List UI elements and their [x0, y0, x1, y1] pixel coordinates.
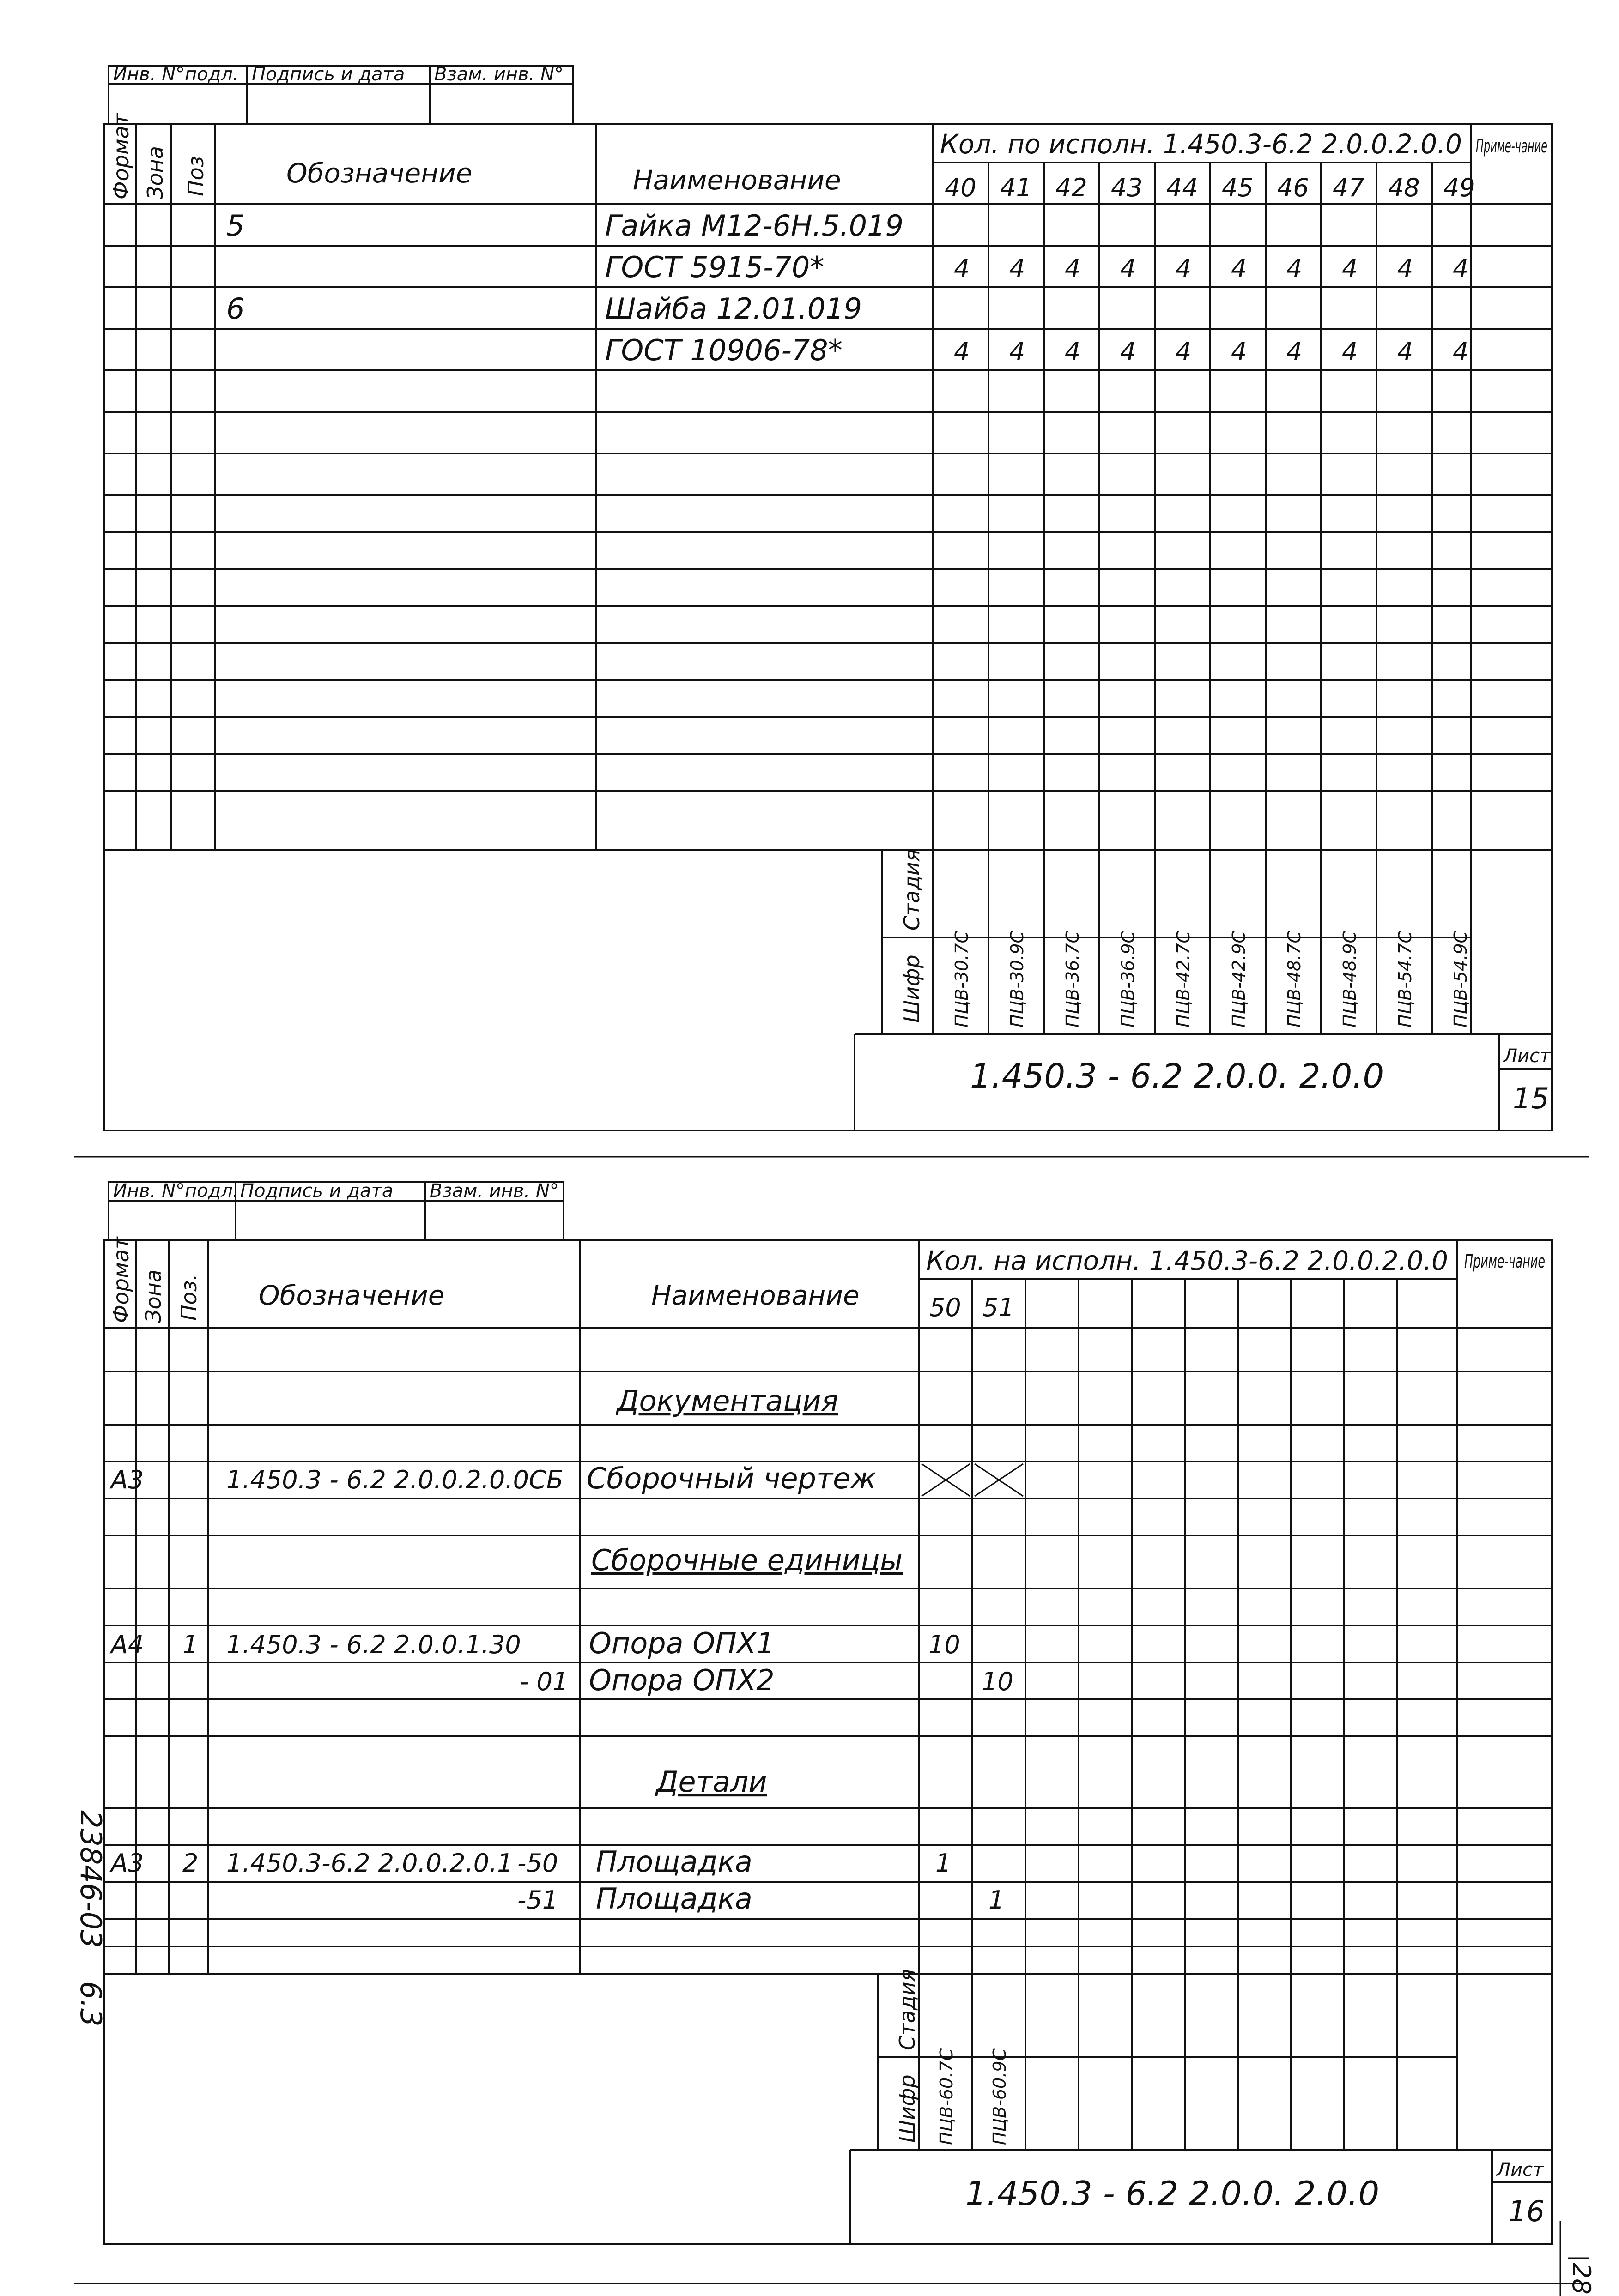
exec-col-header: 44	[1166, 173, 1198, 202]
row-designation: 1.450.3 - 6.2 2.0.0.2.0.0СБ	[226, 1465, 564, 1494]
cipher-code: ПЦВ-60.9С	[989, 2048, 1010, 2145]
row-name: Опора ОПХ1	[589, 1626, 775, 1660]
stamp-podpis: Подпись и дата	[252, 64, 405, 85]
list-number: 16	[1508, 2194, 1545, 2228]
hdr-format: Формат	[109, 1237, 133, 1323]
sheet2-grid	[104, 1182, 1552, 2244]
row-suffix: -51	[517, 1885, 558, 1915]
cipher-code: ПЦВ-36.7С	[1062, 931, 1083, 1027]
qty-cell: 4	[1342, 337, 1358, 366]
cipher-code: ПЦВ-42.9С	[1229, 931, 1249, 1027]
list-number: 15	[1513, 1082, 1549, 1115]
exec-col-header: 43	[1111, 173, 1143, 202]
qty-cell: 4	[1120, 337, 1136, 366]
hdr-prim: Приме-чание	[1464, 1251, 1545, 1272]
qty-cell: 4	[1176, 254, 1192, 283]
qty-cell: 4	[1065, 337, 1081, 366]
row-poz: 5	[226, 209, 245, 242]
qty-cell: 4	[1397, 337, 1413, 366]
section-det: Детали	[656, 1765, 767, 1799]
exec-col-header: 40	[945, 173, 976, 202]
section-doc: Документация	[617, 1384, 838, 1418]
margin-inventory: 23846-03	[74, 1810, 108, 1948]
cipher-code: ПЦВ-36.9С	[1118, 931, 1138, 1027]
qty-cell: 4	[1286, 254, 1303, 283]
cipher-code: ПЦВ-30.7С	[952, 931, 972, 1027]
section-asm: Сборочные единицы	[591, 1543, 903, 1577]
qty-cell: 4	[1342, 254, 1358, 283]
qty-cell: 4	[1176, 337, 1192, 366]
hdr-poz: Поз	[183, 156, 208, 196]
cipher-code: ПЦВ-30.9С	[1007, 931, 1027, 1027]
qty-cell: 4	[1231, 254, 1247, 283]
row-designation: 1.450.3-6.2 2.0.0.2.0.1	[226, 1849, 513, 1878]
row-name: Площадка	[596, 1882, 752, 1915]
stamp-podpis: Подпись и дата	[240, 1180, 394, 1202]
stamp-inv-podl: Инв. N°подл.	[113, 1180, 239, 1202]
hdr-zona: Зона	[143, 146, 168, 199]
qty-cell: 4	[1453, 337, 1469, 366]
exec-col-header: 45	[1222, 173, 1254, 202]
hdr-naimenovanie: Наименование	[651, 1280, 860, 1311]
stamp-vzam: Взам. инв. N°	[430, 1180, 559, 1202]
exec-col-header: 48	[1388, 173, 1420, 202]
row-format: А4	[111, 1630, 144, 1659]
qty-cell: 4	[1231, 337, 1247, 366]
row-name: Опора ОПХ2	[589, 1663, 775, 1697]
stamp-inv-podl: Инв. N°подл.	[113, 64, 239, 85]
qty-50: 1	[935, 1849, 952, 1878]
exec-col-header: 42	[1055, 173, 1087, 202]
sheet1-qty-row	[954, 337, 1468, 366]
qty-cell: 4	[1065, 254, 1081, 283]
cipher-code: ПЦВ-60.7С	[936, 2048, 957, 2145]
sheet2	[109, 1180, 1545, 2228]
stamp-vzam: Взам. инв. N°	[434, 64, 564, 85]
row-name: ГОСТ 5915-70*	[605, 250, 825, 284]
row-format: А3	[111, 1465, 144, 1494]
row-name: Площадка	[596, 1845, 752, 1879]
margin-corner: 28	[1567, 2263, 1596, 2295]
shifr-label: Шифр	[899, 955, 924, 1023]
row-name: Сборочный чертеж	[587, 1462, 877, 1495]
qty-cell: 4	[954, 337, 970, 366]
hdr-naimenovanie: Наименование	[633, 164, 841, 196]
cipher-code: ПЦВ-48.7С	[1284, 931, 1304, 1027]
exec-col-header: 41	[1000, 173, 1032, 202]
hdr-format: Формат	[109, 113, 133, 199]
qty-51: 1	[988, 1885, 1005, 1915]
row-name: Шайба 12.01.019	[605, 292, 862, 326]
stadia-label: Стадия	[899, 849, 924, 930]
cipher-code: ПЦВ-54.7С	[1395, 931, 1415, 1027]
sheet1	[109, 64, 1551, 1115]
row-poz: 6	[226, 292, 245, 326]
qty-50: 10	[928, 1630, 960, 1659]
row-poz: 1	[182, 1630, 199, 1659]
exec-col-header: 46	[1277, 173, 1309, 202]
hdr-oboznachenie: Обозначение	[286, 157, 473, 189]
qty-cell: 4	[1009, 254, 1025, 283]
qty-51: 10	[982, 1667, 1013, 1696]
hdr-prim: Приме-чание	[1476, 136, 1547, 157]
row-poz: 2	[182, 1849, 199, 1878]
row-designation: 1.450.3 - 6.2 2.0.0.1.30	[226, 1630, 521, 1659]
cipher-code: ПЦВ-48.9С	[1340, 931, 1360, 1027]
row-suffix: - 01	[520, 1667, 569, 1696]
exec-col-header: 47	[1333, 173, 1364, 202]
qty-cell: 4	[1397, 254, 1413, 283]
doc-number: 1.450.3 - 6.2 2.0.0. 2.0.0	[970, 1057, 1384, 1095]
hdr-kol: Кол. по исполн. 1.450.3-6.2 2.0.0.2.0.0	[940, 128, 1462, 160]
margin-sheet-code: 6.3	[74, 1981, 108, 2027]
stadia-label: Стадия	[895, 1969, 920, 2050]
qty-cell: 4	[954, 254, 970, 283]
sheet1-qty-row	[954, 254, 1468, 283]
cipher-code: ПЦВ-42.7С	[1173, 931, 1194, 1027]
row-format: А3	[111, 1849, 144, 1878]
exec-col-header: 49	[1443, 173, 1475, 202]
row-name: Гайка М12-6Н.5.019	[605, 209, 904, 242]
exec-col-header: 50	[929, 1293, 961, 1322]
exec-col-header: 51	[982, 1293, 1014, 1322]
hdr-zona: Зона	[141, 1269, 166, 1323]
qty-cell: 4	[1120, 254, 1136, 283]
row-suffix: -50	[517, 1849, 558, 1878]
hdr-poz: Поз.	[176, 1274, 201, 1321]
qty-cell: 4	[1009, 337, 1025, 366]
qty-cell: 4	[1453, 254, 1469, 283]
list-label: Лист	[1497, 2159, 1544, 2181]
row-name: ГОСТ 10906-78*	[605, 333, 843, 367]
cipher-code: ПЦВ-54.9С	[1450, 931, 1471, 1027]
hdr-oboznachenie: Обозначение	[259, 1280, 445, 1311]
qty-cell: 4	[1286, 337, 1303, 366]
shifr-label: Шифр	[895, 2074, 920, 2143]
hdr-kol: Кол. на исполн. 1.450.3-6.2 2.0.0.2.0.0	[926, 1245, 1448, 1276]
doc-number: 1.450.3 - 6.2 2.0.0. 2.0.0	[965, 2174, 1380, 2213]
list-label: Лист	[1504, 1045, 1551, 1067]
